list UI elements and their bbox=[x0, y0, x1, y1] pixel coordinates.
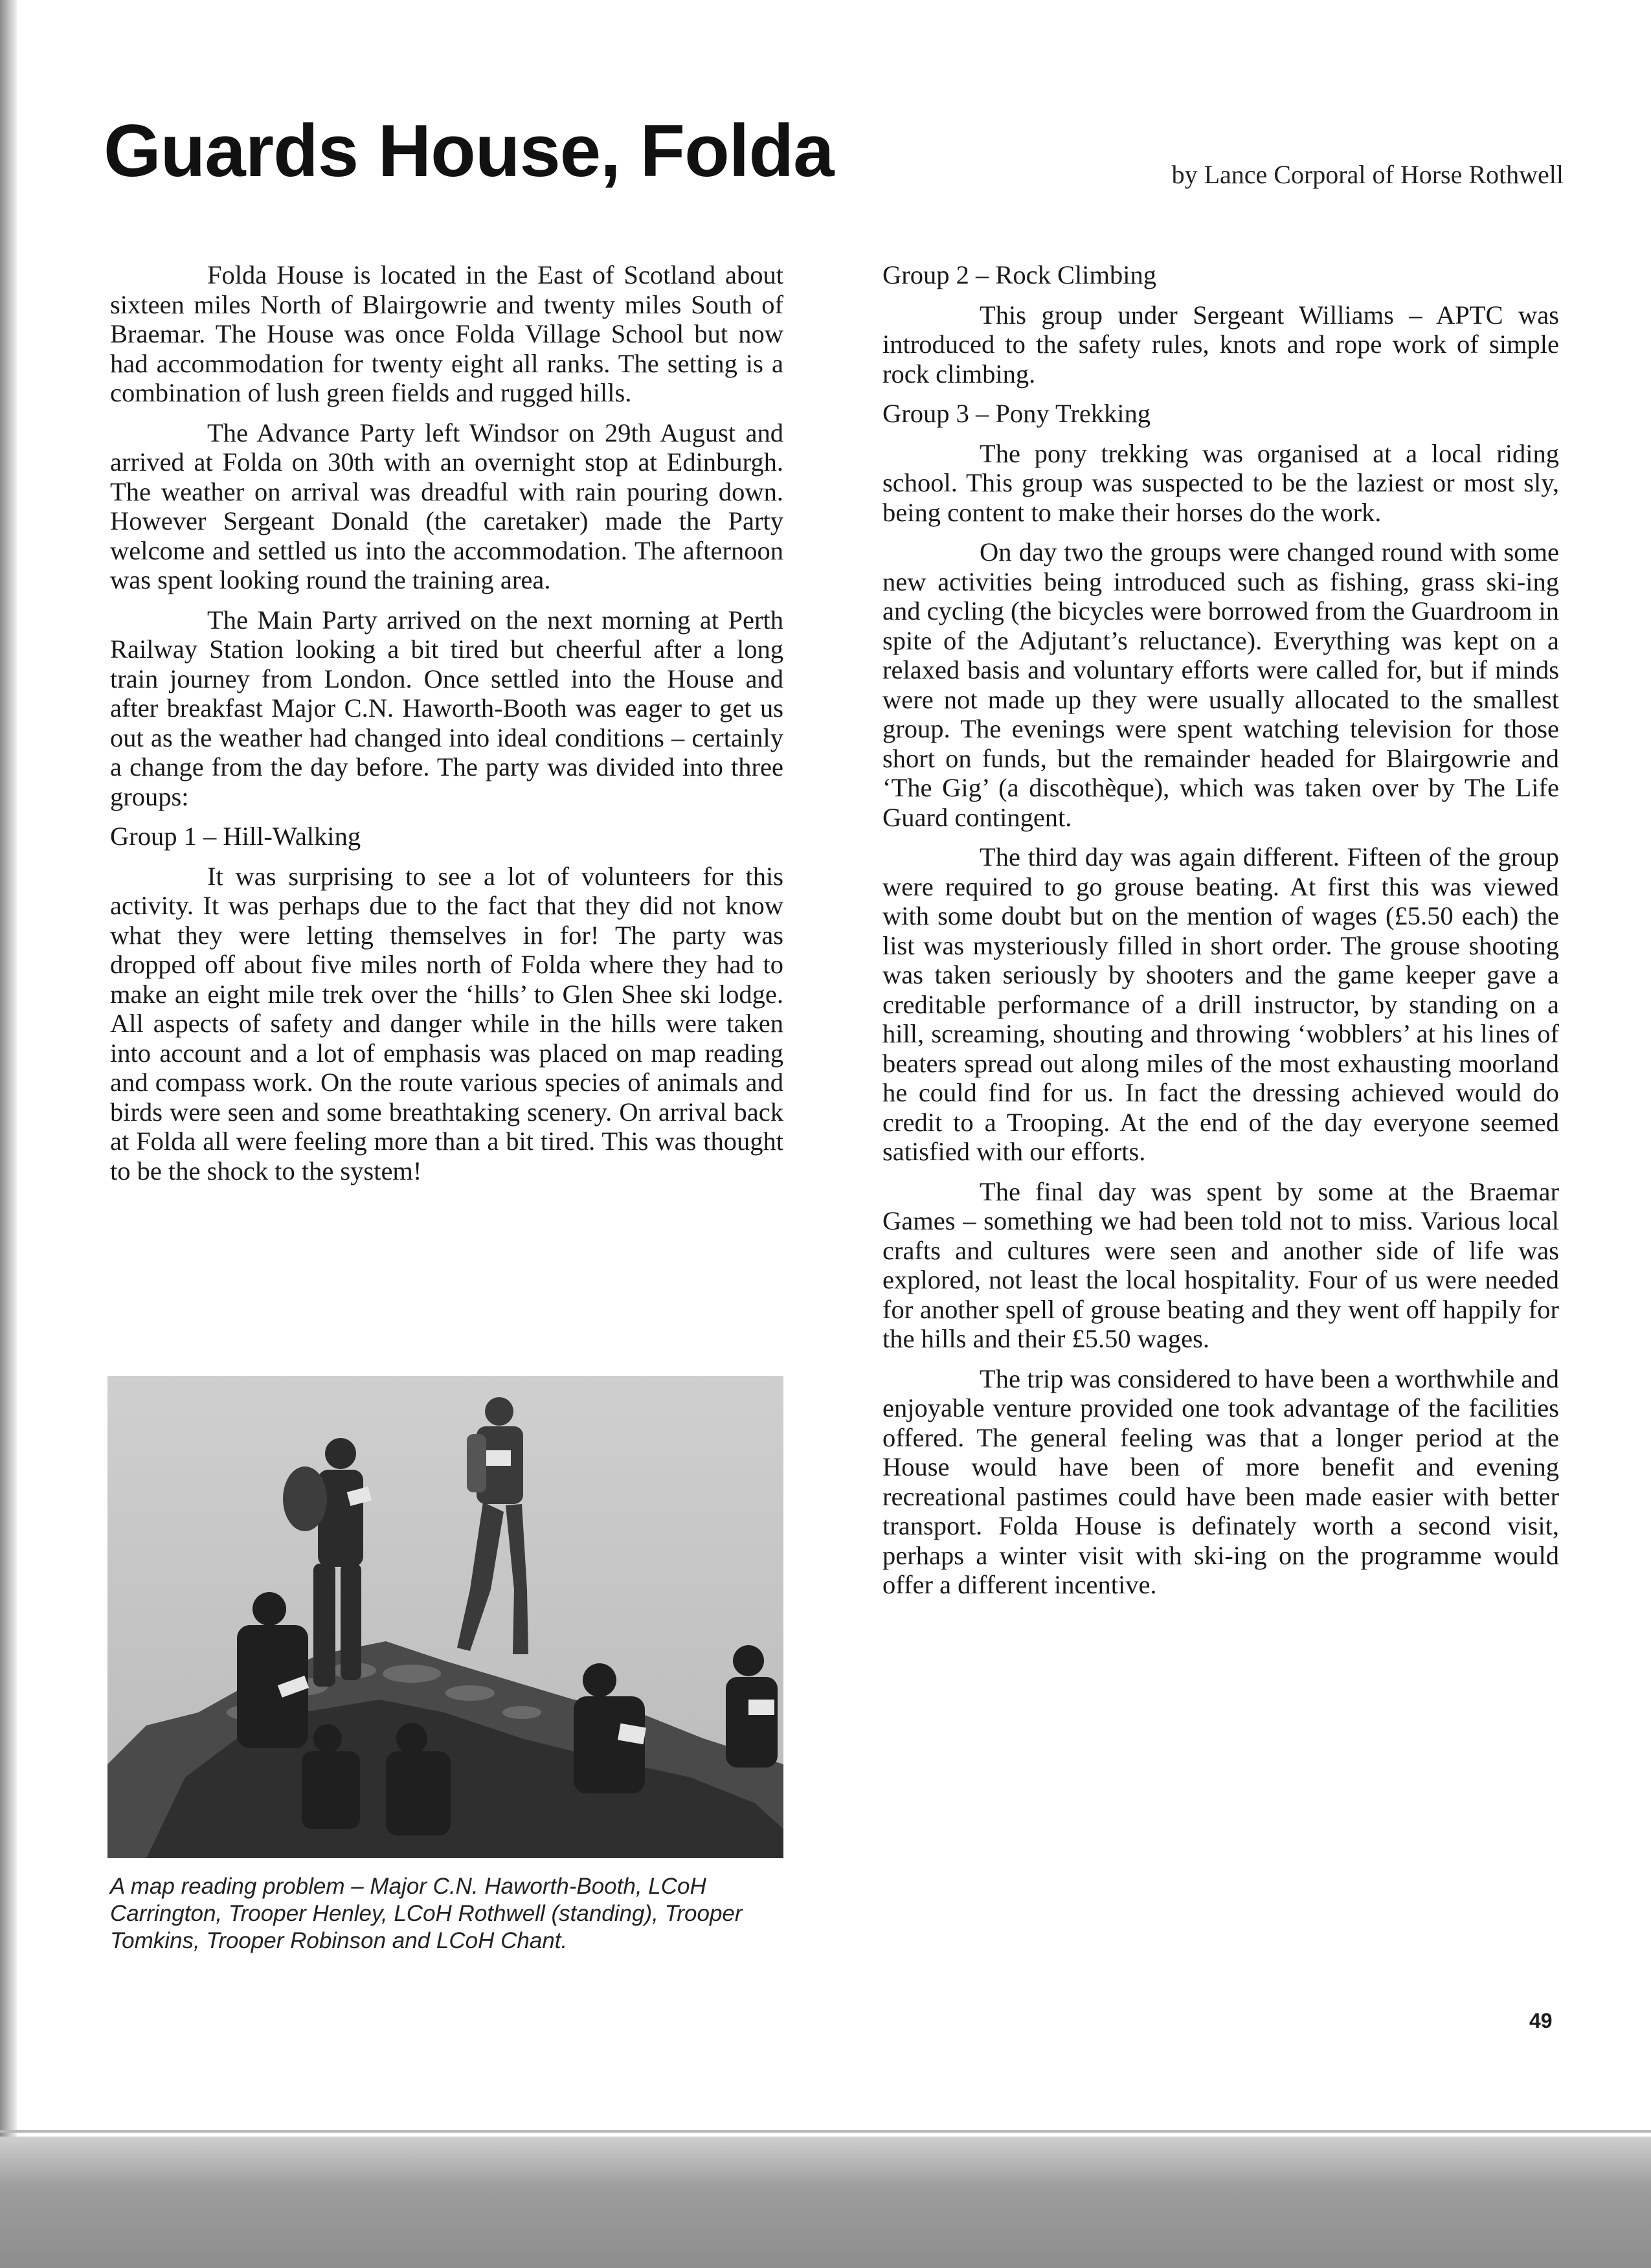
page-number: 49 bbox=[1529, 2009, 1553, 2032]
conclusion-paragraph: The trip was considered to have been a worthwhile and enjoyable venture provided one took advantage of the facilities offered. The general feeling was that a longer period at the House would have been of more benefit and evening recreational pastimes could have been made easier with better transport. Folda House is definately worth a second visit, perhaps a winter visit with ski-ing on the programme would offer a different incentive. bbox=[882, 1364, 1559, 1599]
group2-paragraph: This group under Sergeant Williams – APTC was introduced to the safety rules, knots and rope work of simple rock climbing. bbox=[882, 300, 1559, 388]
right-column bbox=[882, 260, 1559, 1610]
intro-paragraph: Folda House is located in the East of Scotland about sixteen miles North of Blairgowrie and twenty miles South of Braemar. The House was once Folda Village School but now had accommodation for twenty eight all ranks. The setting is a combination of lush green fields and rugged hills. bbox=[110, 260, 783, 407]
group2-heading: Group 2 – Rock Climbing bbox=[882, 260, 1156, 289]
final-day-paragraph: The final day was spent by some at the Braemar Games – something we had been told not to miss. Various local crafts and cultures were seen and another side of life was explored, not least the local hospitality. Four of us were needed for another spell of grouse beating and they went off happily for the hills and their £5.50 wages. bbox=[882, 1176, 1559, 1353]
scan-bottom-edge bbox=[0, 2137, 1651, 2268]
day-two-paragraph: On day two the groups were changed round with some new activities being introduced such as fishing, grass ski-ing and cycling (the bicycles were borrowed from the Guardroom in spite of the Adjutant’s reluctance). Everything was kept on a relaxed basis and voluntary efforts were called for, but if minds were not made up they were usually allocated to the smallest group. The evenings were spent watching television for those short on funds, but the remainder headed for Blairgowrie and ‘The Gig’ (a discothèque), which was taken over by The Life Guard contingent. bbox=[882, 537, 1559, 832]
author-byline: by Lance Corporal of Horse Rothwell bbox=[1171, 160, 1564, 189]
advance-party-paragraph: The Advance Party left Windsor on 29th August and arrived at Folda on 30th with an overnight stop at Edinburgh. The weather on arrival was dreadful with rain pouring down. However Sergeant Donald (the caretaker) made the Party welcome and settled us into the accommodation. The afternoon was spent looking round the training area. bbox=[110, 418, 783, 594]
group3-paragraph: The pony trekking was organised at a local riding school. This group was suspected to be the laziest or most sly, being content to make their horses do the work. bbox=[882, 438, 1559, 527]
left-column bbox=[110, 260, 783, 1196]
group3-heading: Group 3 – Pony Trekking bbox=[882, 399, 1151, 428]
day-three-paragraph: The third day was again different. Fifteen of the group were required to go grouse beating. At first this was viewed with some doubt but on the mention of wages (£5.50 each) the list was mysteriously filled in short order. The grouse shooting was taken seriously by shooters and the game keeper gave a creditable performance of a drill instructor, by standing on a hill, screaming, shouting and throwing ‘wobblers’ at his lines of beaters spread out along miles of the most exhausting moorland he could find for us. In fact the dressing achieved would do credit to a Trooping. At the end of the day everyone seemed satisfied with our efforts. bbox=[882, 842, 1559, 1166]
scan-fold-line bbox=[0, 2130, 1651, 2133]
page-title: Guards House, Folda bbox=[104, 110, 834, 192]
photo-caption: A map reading problem – Major C.N. Haworth-Booth, LCoH Carrington, Trooper Henley, LCoH Rothwell (standing), Trooper Tomkins, Trooper Robinson and LCoH Chant. bbox=[110, 1874, 743, 1953]
group1-paragraph: It was surprising to see a lot of volunteers for this activity. It was perhaps due to the fact that they did not know what they were letting themselves in for! The party was dropped off about five miles north of Folda where they had to make an eight mile trek over the ‘hills’ to Glen Shee ski lodge. All aspects of safety and danger while in the hills were taken into account and a lot of emphasis was placed on map reading and compass work. On the route various species of animals and birds were seen and some breathtaking scenery. On arrival back at Folda all were feeling more than a bit tired. This was thought to be the shock to the system! bbox=[110, 861, 783, 1185]
scan-left-edge bbox=[0, 0, 17, 2268]
group1-heading: Group 1 – Hill-Walking bbox=[110, 822, 361, 851]
hill-summit-photo bbox=[107, 1376, 783, 1858]
main-party-paragraph: The Main Party arrived on the next morning at Perth Railway Station looking a bit tired but cheerful after a long train journey from London. Once settled into the House and after breakfast Major C.N. Haworth-Booth was eager to get us out as the weather had changed into ideal conditions – certainly a change from the day before. The party was divided into three groups: bbox=[110, 605, 783, 811]
